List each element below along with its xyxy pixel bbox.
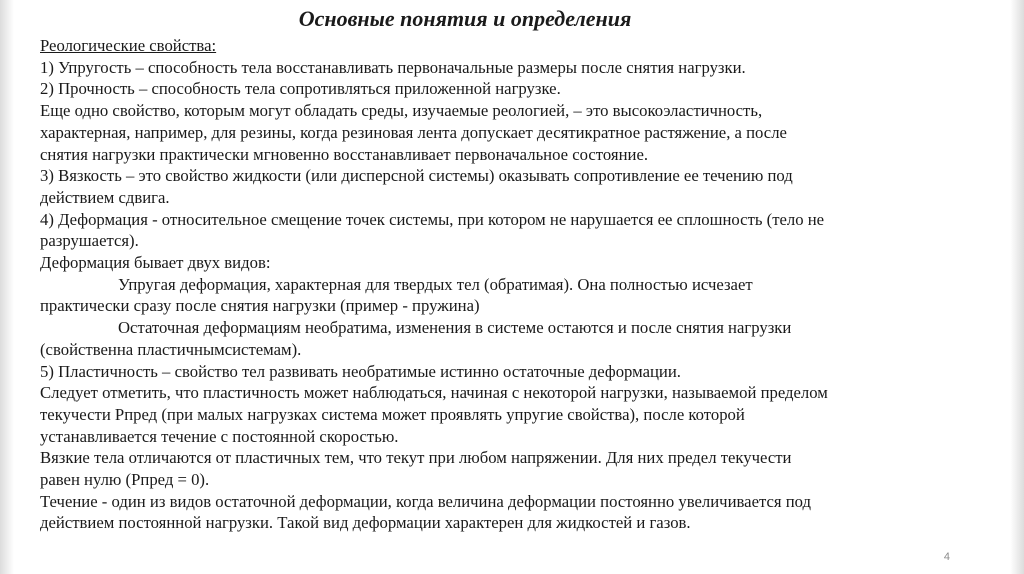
text-line-plasticity: 5) Пластичность – свойство тел развивать необратимые истинно остаточные деформации. [40,361,681,381]
text-line-viscous-bodies-2: равен нулю (Рпред = 0). [40,470,210,490]
text-line-residual-deformation-2: (свойственна пластичнымсистемам). [40,339,302,359]
text-line-deformation-1: 4) Деформация - относительное смещение точек системы, при котором не нарушается ее сплошность (тело не [40,209,825,229]
text-line-residual-deformation-1: Остаточная деформациям необратима, изменения в системе остаются и после снятия нагрузки [118,318,792,338]
text-line-yield-1: Следует отметить, что пластичность может наблюдаться, начиная с некоторой нагрузки, называемой пределом [40,383,828,403]
text-line-viscosity-1: 3) Вязкость – это свойство жидкости (или дисперсной системы) оказывать сопротивление ее течению под [40,166,793,186]
text-line-viscosity-2: действием сдвига. [40,187,170,207]
text-line-deformation-2: разрушается). [40,231,139,251]
slide-right-edge-shadow [1010,0,1024,574]
text-line-high-elasticity-1: Еще одно свойство, которым могут обладать среды, изучаемые реологией, – это высокоэластичность, [40,101,763,121]
slide-title: Основные понятия и определения [298,6,632,31]
text-line-high-elasticity-2: характерная, например, для резины, когда резиновая лента допускает десятикратное растяжение, а после [40,122,787,142]
text-line-yield-2: текучести Рпред (при малых нагрузках система может проявлять упругие свойства), после которой [40,404,745,424]
text-line-viscous-bodies-1: Вязкие тела отличаются от пластичных тем, что текут при любом напряжении. Для них предел текучести [40,448,792,468]
slide-body [40,35,960,534]
text-line-elasticity: 1) Упругость – способность тела восстанавливать первоначальные размеры после снятия нагрузки. [40,57,746,77]
text-line-flow-1: Течение - один из видов остаточной деформации, когда величина деформации постоянно увеличивается под [40,491,812,511]
text-line-elastic-deformation-2: практически сразу после снятия нагрузки (пример - пружина) [40,296,480,316]
text-line-high-elasticity-3: снятия нагрузки практически мгновенно восстанавливает первоначальное состояние. [40,144,649,164]
text-line-elastic-deformation-1: Упругая деформация, характерная для твердых тел (обратимая). Она полностью исчезает [118,274,753,294]
text-line-yield-3: устанавливается течение с постоянной скоростью. [40,426,399,446]
page-number: 4 [943,551,950,563]
slide-left-edge-shadow [0,0,14,574]
text-line-deformation-types: Деформация бывает двух видов: [40,253,271,273]
text-line-flow-2: действием постоянной нагрузки. Такой вид деформации характерен для жидкостей и газов. [40,513,691,533]
section-heading-rheological-properties: Реологические свойства: [40,36,217,55]
text-line-strength: 2) Прочность – способность тела сопротивляться приложенной нагрузке. [40,79,561,99]
